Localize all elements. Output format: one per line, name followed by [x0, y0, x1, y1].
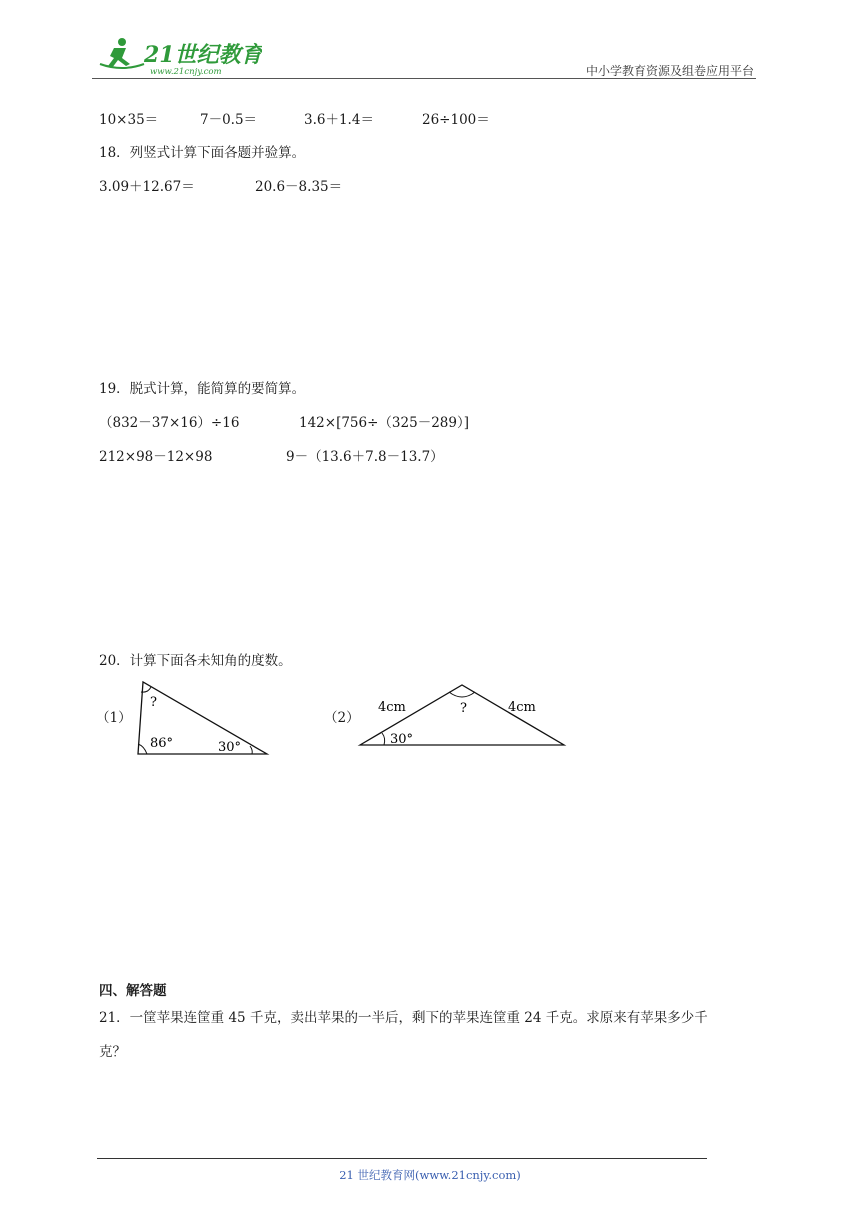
oral-item-1: 10×35＝	[99, 112, 159, 128]
fig2-angle-30: 30°	[390, 732, 414, 747]
q20-prompt: 20．计算下面各未知角的度数。	[99, 653, 292, 669]
logo-url: www.21cnjy.com	[150, 67, 222, 77]
q18-item-1: 3.09＋12.67＝	[99, 179, 195, 195]
triangle-figure-1	[130, 676, 280, 762]
header-platform-text: 中小学教育资源及组卷应用平台	[585, 64, 754, 78]
site-logo	[92, 34, 262, 78]
fig2-side-left: 4cm	[378, 700, 406, 715]
oral-item-3: 3.6＋1.4＝	[304, 112, 374, 128]
fig1-label: （1）	[96, 710, 132, 726]
q19-prompt: 19．脱式计算，能简算的要简算。	[99, 381, 306, 397]
fig2-label: （2）	[324, 710, 360, 726]
q18-item-2: 20.6－8.35＝	[255, 179, 343, 195]
footer-divider	[97, 1158, 707, 1159]
logo-text: 21世纪教育	[144, 42, 262, 68]
fig1-angle-86: 86°	[150, 736, 174, 751]
q19-item-1: （832－37×16）÷16	[99, 415, 240, 431]
runner-logo-icon	[92, 34, 262, 78]
fig2-question: ?	[460, 701, 467, 716]
oral-item-4: 26÷100＝	[422, 112, 490, 128]
q21-line-2: 克？	[99, 1044, 126, 1060]
fig1-angle-30: 30°	[218, 740, 242, 755]
section-4-title: 四、解答题	[99, 983, 167, 999]
q19-item-4: 9－（13.6＋7.8－13.7）	[286, 449, 444, 465]
fig2-side-right: 4cm	[508, 700, 536, 715]
q18-prompt: 18．列竖式计算下面各题并验算。	[99, 145, 306, 161]
triangle-figure-2	[354, 680, 570, 752]
oral-item-2: 7－0.5＝	[200, 112, 258, 128]
header-divider	[92, 78, 756, 79]
q19-item-3: 212×98－12×98	[99, 449, 213, 465]
footer-text: 21 世纪教育网(www.21cnjy.com)	[339, 1168, 521, 1182]
q21-line-1: 21．一筐苹果连筐重 45 千克，卖出苹果的一半后，剩下的苹果连筐重 24 千克。求原来有苹果多少千	[99, 1010, 708, 1026]
fig1-question: ?	[150, 695, 157, 710]
q19-item-2: 142×[756÷（325－289）]	[299, 415, 469, 431]
